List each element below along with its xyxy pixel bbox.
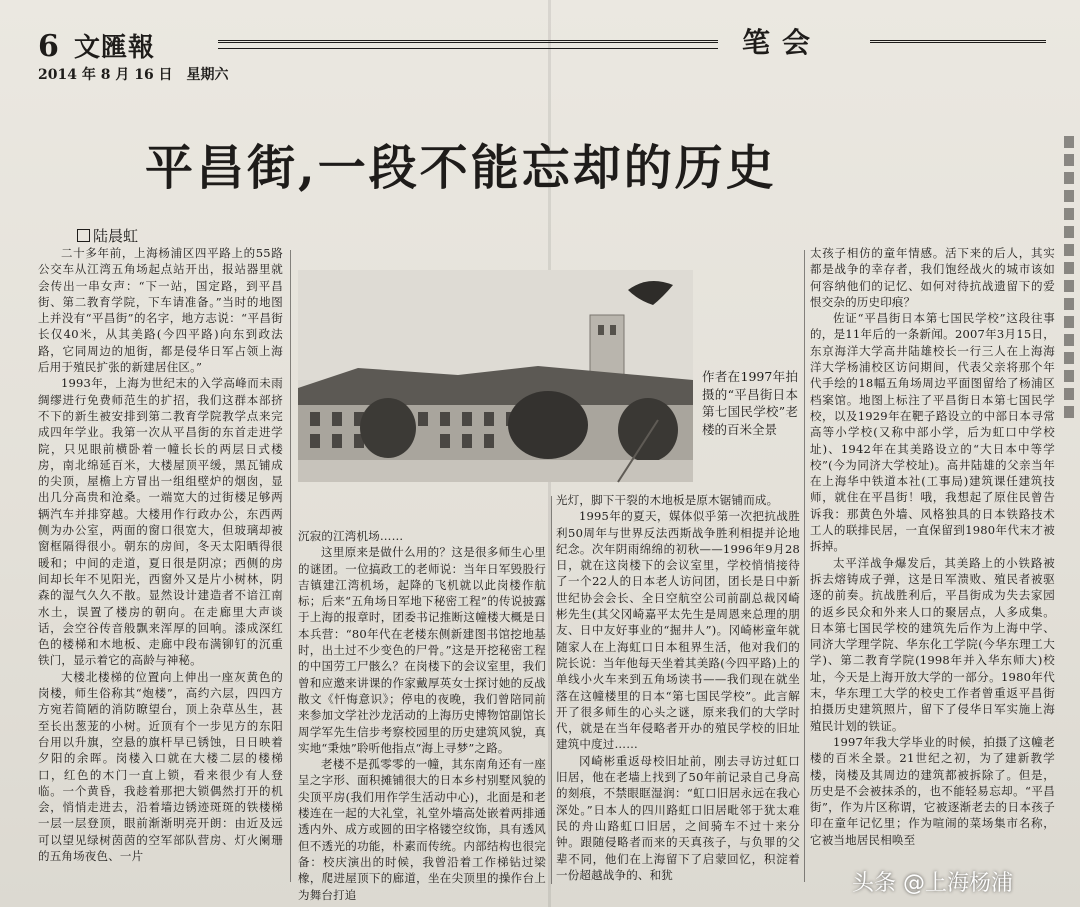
paragraph: 太孩子相仿的童年情感。活下来的后人，其实都是战争的幸存者，我们饱经战火的城市该如何容纳他们的记忆、如何对待抗战遗留下的爱恨交杂的历史印痕？ <box>810 246 1055 309</box>
page-number: 6 <box>38 29 59 64</box>
paragraph: 1997年我大学毕业的时候，拍摄了这幢老楼的百米全景。21世纪之初，为了建新教学楼，岗楼及其周边的建筑都被拆除了。但是，历史是不会被抹杀的，也不能轻易忘却。“平昌街”，作为片区称谓，它被逐渐老去的日本孩子印在童年记忆里；作为喧闹的菜场集市名称，它被当地居民相唤至 <box>810 734 1055 847</box>
column-4 <box>810 245 1055 845</box>
paragraph: 二十多年前，上海杨浦区四平路上的55路公交车从江湾五角场起点站开出，报站器里就会传出一串女声：“下一站，国定路，到平昌街、第二教育学院，下车请准备。”当时的地图上并没有“平昌街”的名字，地方志说：“平昌街长仅40米，从其美路(今四平路)向东到政法路，它同周边的旭街，都是侵华日军占领上海后用于殖民扩张的新建居住区。” <box>38 246 283 375</box>
column-1 <box>38 245 283 885</box>
column-divider <box>551 496 552 884</box>
header-rule <box>218 40 718 43</box>
author-name: 陆晨虹 <box>93 227 139 245</box>
column-3 <box>556 492 800 888</box>
issue-date: 2014 年 8 月 16 日 星期六 <box>38 67 229 83</box>
watermark: 头条 @上海杨浦 <box>852 871 1013 896</box>
column-2 <box>298 528 546 902</box>
paragraph: 太平洋战争爆发后，其美路上的小铁路被拆去熔铸成子弹，这是日军溃败、殖民者被驱逐的前奏。抗战胜利后，平昌街成为失去家园的返乡民众和外来人口的聚居点，人多成集。日本第七国民学校的建筑先后作为上海中学、同济大学理学院、华东化工学院(今华东理工大学)、第二教育学院(1998年并入华东师大)校址，今天是上海开放大学的一部分。1980年代末，华东理工大学的校史工作者曾重返平昌街拍摄历史建筑照片，留下了侵华日军实施上海殖民计划的铁证。 <box>810 555 1055 733</box>
adjacent-page-edge <box>1058 130 1080 730</box>
section-title: 笔会 <box>742 26 823 59</box>
paragraph: 1995年的夏天，媒体似乎第一次把抗战胜利50周年与世界反法西斯战争胜利相提并论地纪念。次年阴雨绵绵的初秋——1996年9月28日，就在这岗楼下的会议室里，学校悄悄接待了一个22人的日本老人访问团，团长是日中新世纪协会会长、全日空航空公司前副总裁冈崎彬先生(其父冈崎嘉平太先生是周恩来总理的朋友、日中友好事业的“掘井人”)。冈崎彬童年就随家人在上海虹口日本租界生活，他对我们的院长说：当年他每天坐着其美路(今四平路)上的单线小火车来到五角场读书——我们现在就坐落在这幢楼里的日本“第七国民学校”。此言解开了很多师生的心头之谜，原来我们的大学时代，就是在当年侵略者开办的殖民学校的旧址建筑中度过…… <box>556 509 800 752</box>
paragraph: 冈崎彬重返母校旧址前，刚去寻访过虹口旧居，他在老墙上找到了50年前记录自己身高的刻痕，不禁眼眶湿润：“虹口旧居永远在我心深处。”日本人的四川路虹口旧居毗邻于犹太难民的舟山路虹口旧居，之间骑车不过十来分钟。跟随侵略者而来的天真孩子，与负罪的父辈不同，他们在上海留下了启蒙回忆，积淀着一份超越战争的、和犹 <box>556 753 800 882</box>
paragraph: 大楼北楼梯的位置向上伸出一座灰黄色的岗楼，师生俗称其“炮楼”，高约六层，四四方方宛若简陋的消防瞭望台，顶上杂草丛生，甚至长出葱茏的小树。近顶有个一步见方的东阳台用以升旗，空悬的旗杆早已锈蚀，日日映着夕阳的余晖。岗楼入口就在大楼二层的楼梯口，红色的木门一直上锁，看来很少有人登临。一个黄昏，我趁着那把大锁偶然打开的机会，悄悄走进去，沿着墙边锈迹斑斑的铁楼梯一层一层登顶，眼前渐渐明亮开朗：由近及远可以望见绿树茵茵的空军部队营房、灯火阑珊的五角场夜色、一片 <box>38 669 283 863</box>
article-title: 平昌街,一段不能忘却的历史 <box>145 140 777 196</box>
byline <box>77 226 138 246</box>
article-photo <box>298 270 693 482</box>
paragraph: 老楼不是孤零零的一幢，其东南角还有一座呈之字形、面积摊铺很大的日本乡村别墅风貌的尖顶平房(我们用作学生活动中心)，北面是和老楼连在一起的大礼堂，礼堂外墙高处嵌着两排通透内外、成方或圆的田字格镂空纹饰，具有透风但不透光的功能，朴素而传统。内部结构也很完备：校庆演出的时候，我曾沿着工作梯钻过梁橡，爬进屋顶下的廊道，坐在尖顶里的操作台上为舞台打追 <box>298 757 546 902</box>
paragraph: 佐证“平昌街日本第七国民学校”这段往事的，是11年后的一条新闻。2007年3月15日，东京海洋大学高井陆雄校长一行三人在上海海洋大学杨浦校区访问期间，代表父亲将那个年代手绘的18幅五角场周边平面图留给了杨浦区档案馆。地图上标注了平昌街日本第七国民学校，以及1929年在靶子路设立的中部日本寻常高等小学校(又称中部小学，后为虹口中学校址)、1942年在其美路设立的“大日本中等学校”(今为同济大学校址)。高井陆雄的父亲当年在上海华中铁道本社(工事局)建筑课任建筑技师，就住在平昌街！哦，我想起了原住民曾告诉我：那黄色外墙、风格独具的日本铁路技术工人的联排民居，一直保留到1980年代末才被拆掉。 <box>810 311 1055 554</box>
section-rule <box>870 40 1046 43</box>
school-building-photo-icon <box>298 270 693 482</box>
column-divider <box>804 250 805 882</box>
byline-box-icon <box>77 229 90 242</box>
page-header <box>38 26 1048 86</box>
paragraph: 这里原来是做什么用的？这是很多师生心里的谜团。一位搞政工的老师说：当年日军毁股行吉镇建江湾机场，起降的飞机就以此岗楼作航标；后来“五角场日军地下秘密工程”的传说披露于上海的报章时，团委书记推断这幢楼大概是日本兵营：“80年代在老楼东侧新建图书馆挖地基时，出土过不少变色的尸骨。”这是开挖秘密工程的中国劳工尸骸么？在岗楼下的会议室里，我们曾和应邀来讲课的作家戴厚英女士探讨她的反战散文《忏悔意识》；停电的夜晚，我们曾陪同前来参加文学社沙龙活动的上海历史博物馆副馆长周学军先生信步考察校园里的历史建筑风貌，真实地“秉烛”聆听他指点“海上寻梦”之路。 <box>298 545 546 755</box>
column-divider <box>290 250 291 882</box>
paragraph: 1993年，上海为世纪末的入学高峰而未雨绸缪进行免费师范生的扩招，我们这群本部挤不下的新生被安排到第二教育学院教学点来完成四年学业。我第一次从平昌街的东首走进学院，只见眼前横卧着一幢长长的两层日式楼房，南北绵延百米，大楼屋顶平缓，黑瓦铺成的尖顶，屋檐上方冒出一组组壁炉的烟囱，显出几分高贵和沧桑。一端宽大的过街楼足够两辆汽车并排穿越。大楼用作行政办公，东西两侧为办公室，两面的窗口很宽大，但玻璃却被窗框隔得很小。朝东的房间，冬天太阳晒得很暖和；中间的走道，夏日很是阴凉；西侧的房间却长年不见阳光，西窗外又是片小树林，阴森的湿气久久不散。显然设计建造者不谙江南水土，误置了楼房的朝向。在走廊里大声谈话，会空谷传音般飘来浑厚的回响。漆成深红色的楼梯和木地板、走廊中段布满铆钉的沉重铁门，显示着它的高龄与神秘。 <box>38 376 283 668</box>
paragraph: 光灯，脚下干裂的木地板是原木锯铺而成。 <box>556 493 779 507</box>
masthead: 文匯報 <box>74 33 156 63</box>
header-rule-thin <box>218 48 718 49</box>
paragraph: 沉寂的江湾机场…… <box>298 529 404 543</box>
photo-caption: 作者在1997年拍摄的“平昌街日本第七国民学校”老楼的百米全景 <box>702 369 798 437</box>
